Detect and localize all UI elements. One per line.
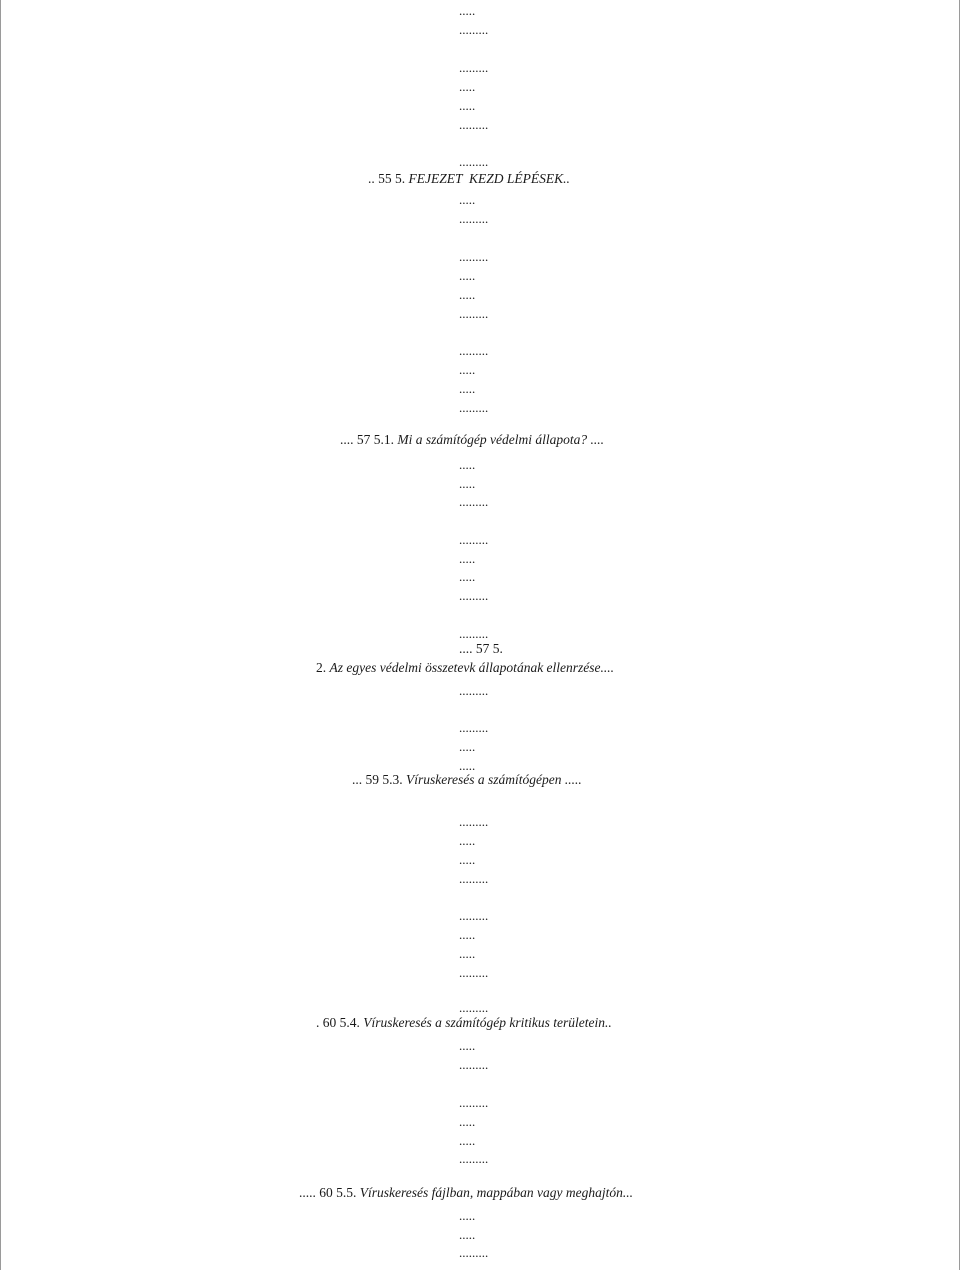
dot-leader: ......... xyxy=(459,965,489,980)
dot-leader: ..... xyxy=(459,381,476,396)
dot-leader: ......... xyxy=(459,871,489,886)
dot-leader: ..... xyxy=(459,946,476,961)
toc-entry-lead: .... 57 5.1. xyxy=(340,432,398,447)
dot-leader: ......... xyxy=(459,22,489,37)
dot-leader: ......... xyxy=(459,1057,489,1072)
toc-entry-lead: . 60 5.4. xyxy=(316,1015,364,1030)
dot-leader: ..... xyxy=(459,833,476,848)
dot-leader: ......... xyxy=(459,1151,489,1166)
dot-leader: ..... xyxy=(459,758,476,773)
dot-leader: ..... xyxy=(459,268,476,283)
dot-leader: ..... xyxy=(459,569,476,584)
dot-leader: ..... xyxy=(459,457,476,472)
dot-leader: ......... xyxy=(459,343,489,358)
toc-entry-title: FEJEZET KEZD LÉPÉSEK.. xyxy=(408,171,570,186)
dot-leader: ..... xyxy=(459,1208,476,1223)
toc-entry xyxy=(316,661,614,675)
dot-leader: ..... xyxy=(459,287,476,302)
toc-entry-lead: 2. xyxy=(316,660,330,675)
dot-leader: ......... xyxy=(459,1245,489,1260)
dot-leader: ......... xyxy=(459,249,489,264)
dot-leader: ......... xyxy=(459,814,489,829)
dot-leader: ..... xyxy=(459,1038,476,1053)
toc-entry-lead: .. 55 5. xyxy=(368,171,409,186)
dot-leader: ......... xyxy=(459,720,489,735)
toc-entry-title: Víruskeresés fájlban, mappában vagy meghajtón... xyxy=(359,1185,633,1200)
dot-leader: ......... xyxy=(459,400,489,415)
dot-leader: ..... xyxy=(459,192,476,207)
page-border-left xyxy=(0,0,1,1270)
toc-entry xyxy=(316,1016,612,1030)
dot-leader: ..... xyxy=(459,476,476,491)
toc-entry-lead: .... 57 5. xyxy=(459,641,503,656)
toc-entry xyxy=(352,773,582,787)
toc-entry xyxy=(299,1186,633,1200)
dot-leader: ..... xyxy=(459,362,476,377)
dot-leader: ..... xyxy=(459,3,476,18)
dot-leader: ..... xyxy=(459,739,476,754)
dot-leader: ..... xyxy=(459,79,476,94)
dot-leader: ......... xyxy=(459,494,489,509)
dot-leader: ......... xyxy=(459,908,489,923)
dot-leader: ..... xyxy=(459,1114,476,1129)
dot-leader: ......... xyxy=(459,1095,489,1110)
toc-entry-title: Az egyes védelmi összetevk állapotának ellenrzése.... xyxy=(329,660,615,675)
dot-leader: ..... xyxy=(459,98,476,113)
toc-entry xyxy=(368,172,570,186)
toc-entry xyxy=(340,433,604,447)
dot-leader: ......... xyxy=(459,117,489,132)
toc-entry-title: Víruskeresés a számítógépen ..... xyxy=(406,772,582,787)
dot-leader: ..... xyxy=(459,551,476,566)
dot-leader: ......... xyxy=(459,626,489,641)
dot-leader: ......... xyxy=(459,532,489,547)
toc-entry-title: Mi a számítógép védelmi állapota? .... xyxy=(397,432,604,447)
dot-leader: ......... xyxy=(459,306,489,321)
dot-leader: ......... xyxy=(459,588,489,603)
dot-leader: ......... xyxy=(459,683,489,698)
dot-leader: ..... xyxy=(459,1227,476,1242)
dot-leader: ..... xyxy=(459,1133,476,1148)
dot-leader: ......... xyxy=(459,154,489,169)
toc-entry-lead: ... 59 5.3. xyxy=(352,772,406,787)
dot-leader: ..... xyxy=(459,927,476,942)
toc-entry-title: Víruskeresés a számítógép kritikus területein.. xyxy=(363,1015,612,1030)
dot-leader: ......... xyxy=(459,1000,489,1015)
toc-entry-lead: ..... 60 5.5. xyxy=(299,1185,360,1200)
dot-leader: ..... xyxy=(459,852,476,867)
dot-leader: ......... xyxy=(459,60,489,75)
dot-leader: ......... xyxy=(459,211,489,226)
toc-entry xyxy=(459,642,503,656)
